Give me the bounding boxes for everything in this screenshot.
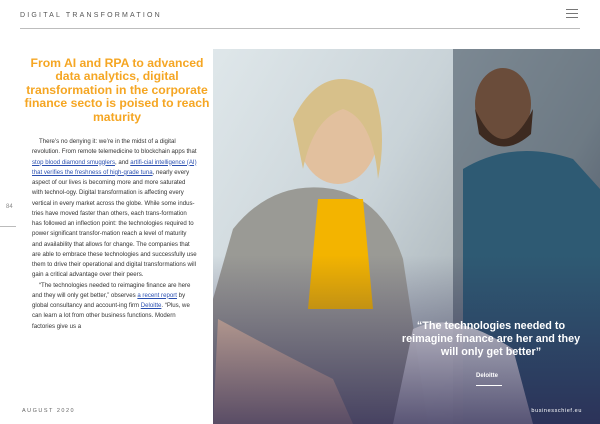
link-recent-report[interactable]: a recent report (137, 291, 177, 299)
paragraph-text: , and (115, 158, 131, 166)
hero-photo (213, 49, 600, 424)
link-blood-diamond[interactable]: stop blood diamond smugglers (32, 158, 115, 166)
footer-site-link[interactable]: businesschief.eu (531, 408, 582, 414)
photo-illustration (213, 49, 600, 424)
paragraph-text: by global consultancy and account-ing firm (32, 291, 186, 309)
page-header (20, 0, 580, 30)
paragraph-text: “The technologies needed to reimagine finance are here and they will only get better,” observes (32, 281, 191, 299)
pull-quote: “The technologies needed to reimagine finance are her and they will only get better” (401, 320, 581, 358)
article-body (32, 137, 197, 332)
article-paragraph (32, 137, 197, 281)
hamburger-menu-icon[interactable] (566, 9, 578, 18)
header-divider (20, 28, 580, 29)
page-number: 84 (6, 204, 13, 210)
article-paragraph (32, 281, 197, 332)
link-deloitte[interactable]: Deloitte (140, 302, 162, 309)
paragraph-text: There’s no denying it: we’re in the midst of a digital revolution. From remote telemedicine to blockchain apps that (32, 138, 197, 156)
paragraph-text: , nearly every aspect of our lives is becoming more and more saturated with technol-ogy. Digital transformation is affecting every vertical in every market across the globe. While some indus-tries have moved faster than others, each trans-formation has followed an inflection point: the technologies required to power significant transfor-mation reach a level of maturity and availability that allows for change. The companies that are able to embrace these technologies and successfully use them to drive their operational and digital transformations will gain a critical advantage over their peers. (32, 168, 197, 279)
quote-divider (476, 385, 502, 386)
footer-date: AUGUST 2020 (22, 408, 76, 414)
link-ai-tuna[interactable]: artifi-cial intelligence (AI) that verifies the freshness of high-grade tuna (32, 158, 197, 176)
quote-source: Deloitte (476, 373, 499, 379)
side-divider (0, 226, 16, 227)
section-title: DIGITAL TRANSFORMATION (20, 12, 162, 19)
paragraph-text: . “Plus, we can learn a lot from other business functions. Modern factories give us a (32, 302, 190, 330)
article-headline: From AI and RPA to advanced data analytics, digital transformation in the corporate finance secto is poised to reach maturity (24, 56, 210, 124)
